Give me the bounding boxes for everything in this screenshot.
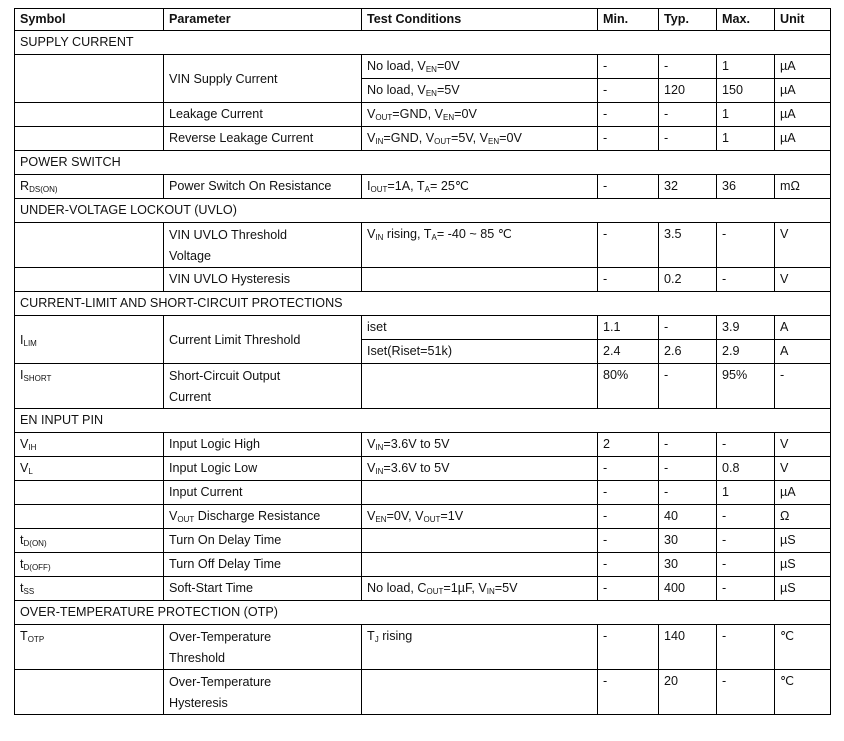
section-power-switch: POWER SWITCH bbox=[15, 151, 831, 175]
electrical-characteristics-table bbox=[14, 8, 831, 715]
unit-cell: A bbox=[775, 316, 831, 340]
symbol-cell bbox=[15, 268, 164, 292]
unit-cell: ℃ bbox=[775, 625, 831, 670]
max-cell: 1 bbox=[717, 481, 775, 505]
min-cell: 2.4 bbox=[598, 340, 659, 364]
max-cell: 1 bbox=[717, 103, 775, 127]
max-cell: - bbox=[717, 505, 775, 529]
min-cell: - bbox=[598, 268, 659, 292]
max-cell: 150 bbox=[717, 79, 775, 103]
unit-cell: Ω bbox=[775, 505, 831, 529]
unit-cell: V bbox=[775, 457, 831, 481]
parameter-cell: Leakage Current bbox=[164, 103, 362, 127]
unit-cell: µS bbox=[775, 529, 831, 553]
condition-cell: No load, $C_{OUT}=1\mu F$, $V_{IN}=5V$ bbox=[362, 577, 598, 601]
table-row bbox=[15, 553, 831, 577]
section-row bbox=[15, 409, 831, 433]
header-symbol: Symbol bbox=[15, 9, 164, 31]
typ-cell: 20 bbox=[659, 670, 717, 715]
max-cell: 95% bbox=[717, 364, 775, 409]
condition-cell bbox=[362, 268, 598, 292]
table-row bbox=[15, 103, 831, 127]
parameter-cell: Current Limit Threshold bbox=[164, 316, 362, 364]
parameter-cell: VIN Supply Current bbox=[164, 55, 362, 103]
typ-cell: - bbox=[659, 127, 717, 151]
section-otp: OVER-TEMPERATURE PROTECTION (OTP) bbox=[15, 601, 831, 625]
min-cell: - bbox=[598, 670, 659, 715]
unit-cell: - bbox=[775, 364, 831, 409]
min-cell: - bbox=[598, 553, 659, 577]
symbol-cell: $t_{D(OFF)}$ bbox=[15, 553, 164, 577]
max-cell: 36 bbox=[717, 175, 775, 199]
unit-cell: µA bbox=[775, 103, 831, 127]
max-cell: 1 bbox=[717, 55, 775, 79]
header-unit: Unit bbox=[775, 9, 831, 31]
table-row bbox=[15, 175, 831, 199]
typ-cell: 40 bbox=[659, 505, 717, 529]
max-cell: - bbox=[717, 625, 775, 670]
table-row bbox=[15, 481, 831, 505]
table-row bbox=[15, 55, 831, 79]
symbol-cell: $I_{SHORT}$ bbox=[15, 364, 164, 409]
parameter-cell: Over-Temperature Threshold bbox=[164, 625, 362, 670]
condition-cell: $V_{IN}$ rising, $T_A= -40$ ~ 85 ℃ bbox=[362, 223, 598, 268]
typ-cell: - bbox=[659, 55, 717, 79]
typ-cell: 30 bbox=[659, 553, 717, 577]
max-cell: - bbox=[717, 670, 775, 715]
unit-cell: µS bbox=[775, 553, 831, 577]
max-cell: 2.9 bbox=[717, 340, 775, 364]
parameter-cell: Input Logic Low bbox=[164, 457, 362, 481]
min-cell: - bbox=[598, 103, 659, 127]
section-uvlo: UNDER-VOLTAGE LOCKOUT (UVLO) bbox=[15, 199, 831, 223]
min-cell: - bbox=[598, 457, 659, 481]
typ-cell: - bbox=[659, 481, 717, 505]
symbol-cell bbox=[15, 127, 164, 151]
typ-cell: 0.2 bbox=[659, 268, 717, 292]
max-cell: - bbox=[717, 223, 775, 268]
table-row bbox=[15, 316, 831, 340]
condition-cell bbox=[362, 670, 598, 715]
table-row bbox=[15, 670, 831, 715]
symbol-cell: $R_{DS(ON)}$ bbox=[15, 175, 164, 199]
unit-cell: mΩ bbox=[775, 175, 831, 199]
condition-cell bbox=[362, 553, 598, 577]
unit-cell: A bbox=[775, 340, 831, 364]
section-row bbox=[15, 292, 831, 316]
section-supply-current: SUPPLY CURRENT bbox=[15, 31, 831, 55]
section-en-input-pin: EN INPUT PIN bbox=[15, 409, 831, 433]
unit-cell: V bbox=[775, 433, 831, 457]
section-row bbox=[15, 151, 831, 175]
parameter-cell: Over-Temperature Hysteresis bbox=[164, 670, 362, 715]
unit-cell: µA bbox=[775, 127, 831, 151]
typ-cell: 32 bbox=[659, 175, 717, 199]
unit-cell: V bbox=[775, 223, 831, 268]
typ-cell: 140 bbox=[659, 625, 717, 670]
condition-cell bbox=[362, 364, 598, 409]
symbol-cell bbox=[15, 103, 164, 127]
section-row bbox=[15, 601, 831, 625]
table-row bbox=[15, 223, 831, 268]
typ-cell: 400 bbox=[659, 577, 717, 601]
table-row bbox=[15, 625, 831, 670]
condition-cell: Iset(Riset=51k) bbox=[362, 340, 598, 364]
symbol-cell bbox=[15, 670, 164, 715]
min-cell: - bbox=[598, 529, 659, 553]
condition-cell: $V_{IN}=3.6V$ to 5V bbox=[362, 457, 598, 481]
min-cell: - bbox=[598, 481, 659, 505]
parameter-cell: Short-Circuit Output Current bbox=[164, 364, 362, 409]
table-row bbox=[15, 127, 831, 151]
max-cell: - bbox=[717, 577, 775, 601]
condition-cell bbox=[362, 481, 598, 505]
parameter-cell: Power Switch On Resistance bbox=[164, 175, 362, 199]
condition-cell: $V_{EN}=0V$, $V_{OUT}=1V$ bbox=[362, 505, 598, 529]
min-cell: 2 bbox=[598, 433, 659, 457]
symbol-cell: $T_{OTP}$ bbox=[15, 625, 164, 670]
parameter-cell: Input Logic High bbox=[164, 433, 362, 457]
parameter-cell: Reverse Leakage Current bbox=[164, 127, 362, 151]
min-cell: 80% bbox=[598, 364, 659, 409]
min-cell: - bbox=[598, 223, 659, 268]
symbol-cell bbox=[15, 223, 164, 268]
parameter-cell: Input Current bbox=[164, 481, 362, 505]
table-row bbox=[15, 577, 831, 601]
typ-cell: - bbox=[659, 457, 717, 481]
condition-cell: $I_{OUT}=1A$, $T_A=$ 25℃ bbox=[362, 175, 598, 199]
max-cell: 1 bbox=[717, 127, 775, 151]
max-cell: - bbox=[717, 529, 775, 553]
unit-cell: ℃ bbox=[775, 670, 831, 715]
section-row bbox=[15, 31, 831, 55]
typ-cell: 120 bbox=[659, 79, 717, 103]
symbol-cell bbox=[15, 481, 164, 505]
condition-cell: iset bbox=[362, 316, 598, 340]
condition-cell: No load, $V_{EN}=0V$ bbox=[362, 55, 598, 79]
typ-cell: - bbox=[659, 103, 717, 127]
symbol-cell: $V_{IH}$ bbox=[15, 433, 164, 457]
condition-cell bbox=[362, 529, 598, 553]
typ-cell: - bbox=[659, 433, 717, 457]
parameter-cell: Turn Off Delay Time bbox=[164, 553, 362, 577]
unit-cell: µA bbox=[775, 481, 831, 505]
unit-cell: V bbox=[775, 268, 831, 292]
min-cell: - bbox=[598, 79, 659, 103]
table-header-row bbox=[15, 9, 831, 31]
condition-cell: No load, $V_{EN}=5V$ bbox=[362, 79, 598, 103]
section-row bbox=[15, 199, 831, 223]
parameter-cell: VIN UVLO Hysteresis bbox=[164, 268, 362, 292]
header-typ: Typ. bbox=[659, 9, 717, 31]
min-cell: - bbox=[598, 55, 659, 79]
table-row bbox=[15, 529, 831, 553]
typ-cell: - bbox=[659, 316, 717, 340]
header-parameter: Parameter bbox=[164, 9, 362, 31]
typ-cell: 30 bbox=[659, 529, 717, 553]
condition-cell: $T_J$ rising bbox=[362, 625, 598, 670]
parameter-cell: Soft-Start Time bbox=[164, 577, 362, 601]
unit-cell: µA bbox=[775, 55, 831, 79]
symbol-cell: $t_{SS}$ bbox=[15, 577, 164, 601]
min-cell: - bbox=[598, 127, 659, 151]
max-cell: - bbox=[717, 268, 775, 292]
min-cell: - bbox=[598, 505, 659, 529]
header-test-conditions: Test Conditions bbox=[362, 9, 598, 31]
symbol-cell: $V_L$ bbox=[15, 457, 164, 481]
parameter-cell: Turn On Delay Time bbox=[164, 529, 362, 553]
symbol-cell bbox=[15, 505, 164, 529]
symbol-cell: $t_{D(ON)}$ bbox=[15, 529, 164, 553]
table-row bbox=[15, 364, 831, 409]
min-cell: 1.1 bbox=[598, 316, 659, 340]
max-cell: 0.8 bbox=[717, 457, 775, 481]
min-cell: - bbox=[598, 175, 659, 199]
table-row bbox=[15, 457, 831, 481]
typ-cell: 2.6 bbox=[659, 340, 717, 364]
typ-cell: 3.5 bbox=[659, 223, 717, 268]
table-row bbox=[15, 433, 831, 457]
max-cell: - bbox=[717, 553, 775, 577]
header-min: Min. bbox=[598, 9, 659, 31]
condition-cell: $V_{OUT}=GND$, $V_{EN}=0V$ bbox=[362, 103, 598, 127]
section-current-limit: CURRENT-LIMIT AND SHORT-CIRCUIT PROTECTIONS bbox=[15, 292, 831, 316]
symbol-cell bbox=[15, 55, 164, 103]
parameter-cell: VIN UVLO Threshold Voltage bbox=[164, 223, 362, 268]
parameter-cell: $V_{OUT}$ Discharge Resistance bbox=[164, 505, 362, 529]
min-cell: - bbox=[598, 577, 659, 601]
table-row bbox=[15, 505, 831, 529]
header-max: Max. bbox=[717, 9, 775, 31]
condition-cell: $V_{IN}=GND$, $V_{OUT}=5V$, $V_{EN}=0V$ bbox=[362, 127, 598, 151]
symbol-cell: $I_{LIM}$ bbox=[15, 316, 164, 364]
table-row bbox=[15, 268, 831, 292]
unit-cell: µA bbox=[775, 79, 831, 103]
spec-table-container bbox=[14, 8, 831, 715]
unit-cell: µS bbox=[775, 577, 831, 601]
max-cell: 3.9 bbox=[717, 316, 775, 340]
condition-cell: $V_{IN}=3.6V$ to 5V bbox=[362, 433, 598, 457]
typ-cell: - bbox=[659, 364, 717, 409]
max-cell: - bbox=[717, 433, 775, 457]
min-cell: - bbox=[598, 625, 659, 670]
